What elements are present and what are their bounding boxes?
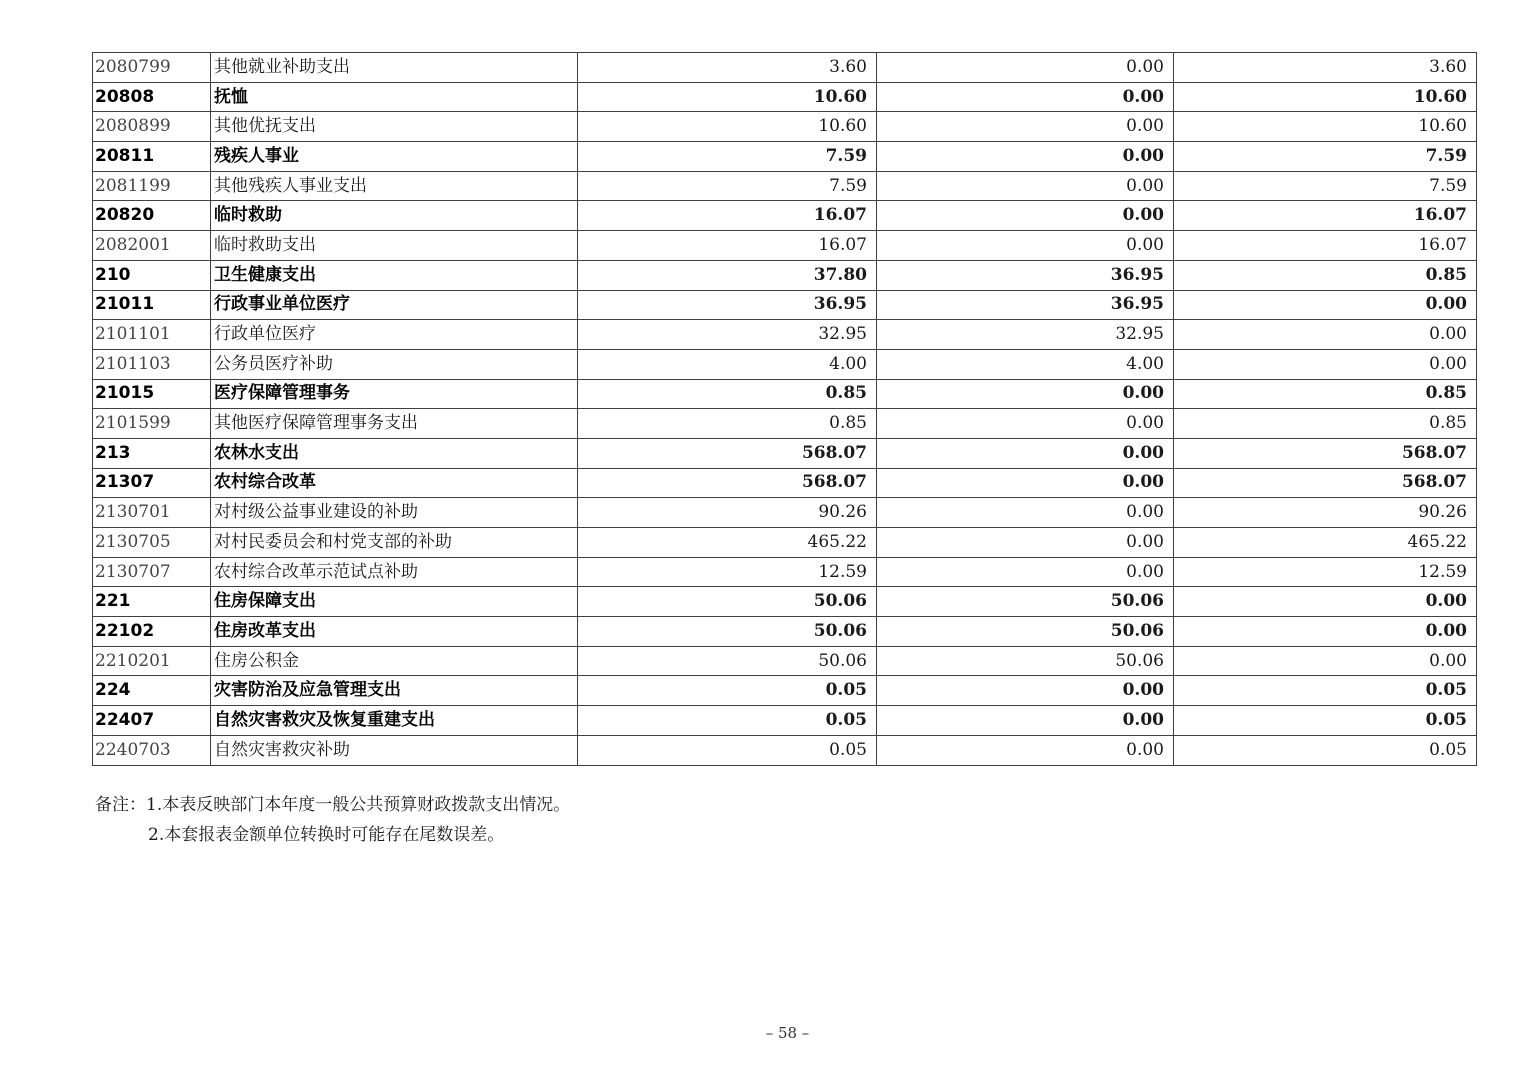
- subject-name-cell: 残疾人事业: [211, 142, 578, 172]
- project-expenditure-cell: 16.07: [1174, 201, 1477, 231]
- table-row: [93, 735, 1477, 765]
- table-row: [93, 142, 1477, 172]
- table-row: [93, 320, 1477, 350]
- project-expenditure-cell: 0.00: [1174, 587, 1477, 617]
- project-expenditure-cell: 0.00: [1174, 646, 1477, 676]
- project-expenditure-cell: 90.26: [1174, 498, 1477, 528]
- project-expenditure-cell: 16.07: [1174, 231, 1477, 261]
- basic-expenditure-cell: 0.00: [877, 409, 1174, 439]
- basic-expenditure-cell: 0.00: [877, 676, 1174, 706]
- basic-expenditure-cell: 50.06: [877, 587, 1174, 617]
- total-amount-cell: 16.07: [578, 201, 877, 231]
- total-amount-cell: 0.05: [578, 706, 877, 736]
- subject-code-cell: 2130701: [93, 498, 211, 528]
- subject-code-cell: 21015: [93, 379, 211, 409]
- project-expenditure-cell: 0.00: [1174, 349, 1477, 379]
- subject-name-cell: 临时救助支出: [211, 231, 578, 261]
- subject-name-cell: 住房改革支出: [211, 617, 578, 647]
- table-body: [93, 53, 1477, 766]
- subject-name-cell: 公务员医疗补助: [211, 349, 578, 379]
- subject-code-cell: 213: [93, 438, 211, 468]
- subject-name-cell: 对村级公益事业建设的补助: [211, 498, 578, 528]
- subject-name-cell: 临时救助: [211, 201, 578, 231]
- table-row: [93, 706, 1477, 736]
- basic-expenditure-cell: 0.00: [877, 528, 1174, 558]
- subject-name-cell: 自然灾害救灾及恢复重建支出: [211, 706, 578, 736]
- total-amount-cell: 12.59: [578, 557, 877, 587]
- project-expenditure-cell: 0.05: [1174, 735, 1477, 765]
- basic-expenditure-cell: 50.06: [877, 646, 1174, 676]
- subject-name-cell: 行政事业单位医疗: [211, 290, 578, 320]
- subject-name-cell: 医疗保障管理事务: [211, 379, 578, 409]
- subject-code-cell: 20820: [93, 201, 211, 231]
- project-expenditure-cell: 568.07: [1174, 468, 1477, 498]
- subject-name-cell: 住房保障支出: [211, 587, 578, 617]
- subject-code-cell: 2080799: [93, 53, 211, 83]
- subject-code-cell: 2130705: [93, 528, 211, 558]
- basic-expenditure-cell: 36.95: [877, 290, 1174, 320]
- table-row: [93, 557, 1477, 587]
- basic-expenditure-cell: 0.00: [877, 379, 1174, 409]
- total-amount-cell: 3.60: [578, 53, 877, 83]
- basic-expenditure-cell: 50.06: [877, 617, 1174, 647]
- subject-code-cell: 21011: [93, 290, 211, 320]
- subject-code-cell: 20808: [93, 82, 211, 112]
- subject-code-cell: 2080899: [93, 112, 211, 142]
- subject-name-cell: 其他残疾人事业支出: [211, 171, 578, 201]
- table-row: [93, 676, 1477, 706]
- table-row: [93, 231, 1477, 261]
- project-expenditure-cell: 0.05: [1174, 676, 1477, 706]
- project-expenditure-cell: 0.00: [1174, 320, 1477, 350]
- basic-expenditure-cell: 0.00: [877, 498, 1174, 528]
- subject-code-cell: 21307: [93, 468, 211, 498]
- total-amount-cell: 0.05: [578, 735, 877, 765]
- total-amount-cell: 16.07: [578, 231, 877, 261]
- table-row: [93, 112, 1477, 142]
- basic-expenditure-cell: 0.00: [877, 142, 1174, 172]
- subject-code-cell: 224: [93, 676, 211, 706]
- basic-expenditure-cell: 0.00: [877, 201, 1174, 231]
- subject-code-cell: 2081199: [93, 171, 211, 201]
- project-expenditure-cell: 0.85: [1174, 409, 1477, 439]
- subject-code-cell: 22407: [93, 706, 211, 736]
- total-amount-cell: 7.59: [578, 142, 877, 172]
- table-row: [93, 409, 1477, 439]
- project-expenditure-cell: 7.59: [1174, 142, 1477, 172]
- basic-expenditure-cell: 36.95: [877, 260, 1174, 290]
- total-amount-cell: 37.80: [578, 260, 877, 290]
- project-expenditure-cell: 3.60: [1174, 53, 1477, 83]
- subject-name-cell: 其他就业补助支出: [211, 53, 578, 83]
- table-row: [93, 379, 1477, 409]
- table-row: [93, 82, 1477, 112]
- table-row: [93, 438, 1477, 468]
- table-row: [93, 260, 1477, 290]
- footnote-line-2: 2.本套报表金额单位转换时可能存在尾数误差。: [148, 825, 505, 845]
- footnote-line-1: 备注：1.本表反映部门本年度一般公共预算财政拨款支出情况。: [95, 795, 571, 815]
- total-amount-cell: 36.95: [578, 290, 877, 320]
- total-amount-cell: 50.06: [578, 646, 877, 676]
- table-row: [93, 617, 1477, 647]
- basic-expenditure-cell: 0.00: [877, 82, 1174, 112]
- basic-expenditure-cell: 0.00: [877, 438, 1174, 468]
- table-row: [93, 201, 1477, 231]
- subject-code-cell: 2210201: [93, 646, 211, 676]
- project-expenditure-cell: 7.59: [1174, 171, 1477, 201]
- total-amount-cell: 50.06: [578, 617, 877, 647]
- subject-code-cell: 2240703: [93, 735, 211, 765]
- table-row: [93, 646, 1477, 676]
- table-row: [93, 53, 1477, 83]
- subject-name-cell: 农村综合改革示范试点补助: [211, 557, 578, 587]
- project-expenditure-cell: 568.07: [1174, 438, 1477, 468]
- project-expenditure-cell: 0.05: [1174, 706, 1477, 736]
- subject-code-cell: 2101599: [93, 409, 211, 439]
- project-expenditure-cell: 0.85: [1174, 260, 1477, 290]
- subject-name-cell: 灾害防治及应急管理支出: [211, 676, 578, 706]
- basic-expenditure-cell: 0.00: [877, 112, 1174, 142]
- total-amount-cell: 50.06: [578, 587, 877, 617]
- project-expenditure-cell: 465.22: [1174, 528, 1477, 558]
- total-amount-cell: 4.00: [578, 349, 877, 379]
- budget-table: [92, 52, 1477, 766]
- subject-code-cell: 20811: [93, 142, 211, 172]
- total-amount-cell: 0.85: [578, 409, 877, 439]
- project-expenditure-cell: 0.00: [1174, 617, 1477, 647]
- total-amount-cell: 32.95: [578, 320, 877, 350]
- subject-name-cell: 对村民委员会和村党支部的补助: [211, 528, 578, 558]
- subject-name-cell: 自然灾害救灾补助: [211, 735, 578, 765]
- total-amount-cell: 568.07: [578, 438, 877, 468]
- subject-code-cell: 210: [93, 260, 211, 290]
- total-amount-cell: 465.22: [578, 528, 877, 558]
- subject-name-cell: 卫生健康支出: [211, 260, 578, 290]
- basic-expenditure-cell: 0.00: [877, 171, 1174, 201]
- subject-name-cell: 其他优抚支出: [211, 112, 578, 142]
- project-expenditure-cell: 12.59: [1174, 557, 1477, 587]
- table-row: [93, 587, 1477, 617]
- table-row: [93, 528, 1477, 558]
- total-amount-cell: 0.05: [578, 676, 877, 706]
- subject-name-cell: 住房公积金: [211, 646, 578, 676]
- subject-code-cell: 2101101: [93, 320, 211, 350]
- total-amount-cell: 0.85: [578, 379, 877, 409]
- subject-code-cell: 2101103: [93, 349, 211, 379]
- basic-expenditure-cell: 32.95: [877, 320, 1174, 350]
- table-row: [93, 468, 1477, 498]
- subject-code-cell: 221: [93, 587, 211, 617]
- subject-name-cell: 农村综合改革: [211, 468, 578, 498]
- basic-expenditure-cell: 4.00: [877, 349, 1174, 379]
- subject-code-cell: 22102: [93, 617, 211, 647]
- subject-name-cell: 其他医疗保障管理事务支出: [211, 409, 578, 439]
- subject-name-cell: 行政单位医疗: [211, 320, 578, 350]
- subject-name-cell: 农林水支出: [211, 438, 578, 468]
- total-amount-cell: 568.07: [578, 468, 877, 498]
- basic-expenditure-cell: 0.00: [877, 706, 1174, 736]
- project-expenditure-cell: 10.60: [1174, 112, 1477, 142]
- subject-code-cell: 2130707: [93, 557, 211, 587]
- table-row: [93, 171, 1477, 201]
- total-amount-cell: 90.26: [578, 498, 877, 528]
- project-expenditure-cell: 0.00: [1174, 290, 1477, 320]
- total-amount-cell: 10.60: [578, 112, 877, 142]
- project-expenditure-cell: 0.85: [1174, 379, 1477, 409]
- table-row: [93, 498, 1477, 528]
- basic-expenditure-cell: 0.00: [877, 231, 1174, 261]
- basic-expenditure-cell: 0.00: [877, 468, 1174, 498]
- total-amount-cell: 7.59: [578, 171, 877, 201]
- basic-expenditure-cell: 0.00: [877, 557, 1174, 587]
- basic-expenditure-cell: 0.00: [877, 735, 1174, 765]
- total-amount-cell: 10.60: [578, 82, 877, 112]
- project-expenditure-cell: 10.60: [1174, 82, 1477, 112]
- subject-name-cell: 抚恤: [211, 82, 578, 112]
- basic-expenditure-cell: 0.00: [877, 53, 1174, 83]
- page-number: – 58 –: [765, 1024, 810, 1042]
- table-row: [93, 349, 1477, 379]
- table-row: [93, 290, 1477, 320]
- subject-code-cell: 2082001: [93, 231, 211, 261]
